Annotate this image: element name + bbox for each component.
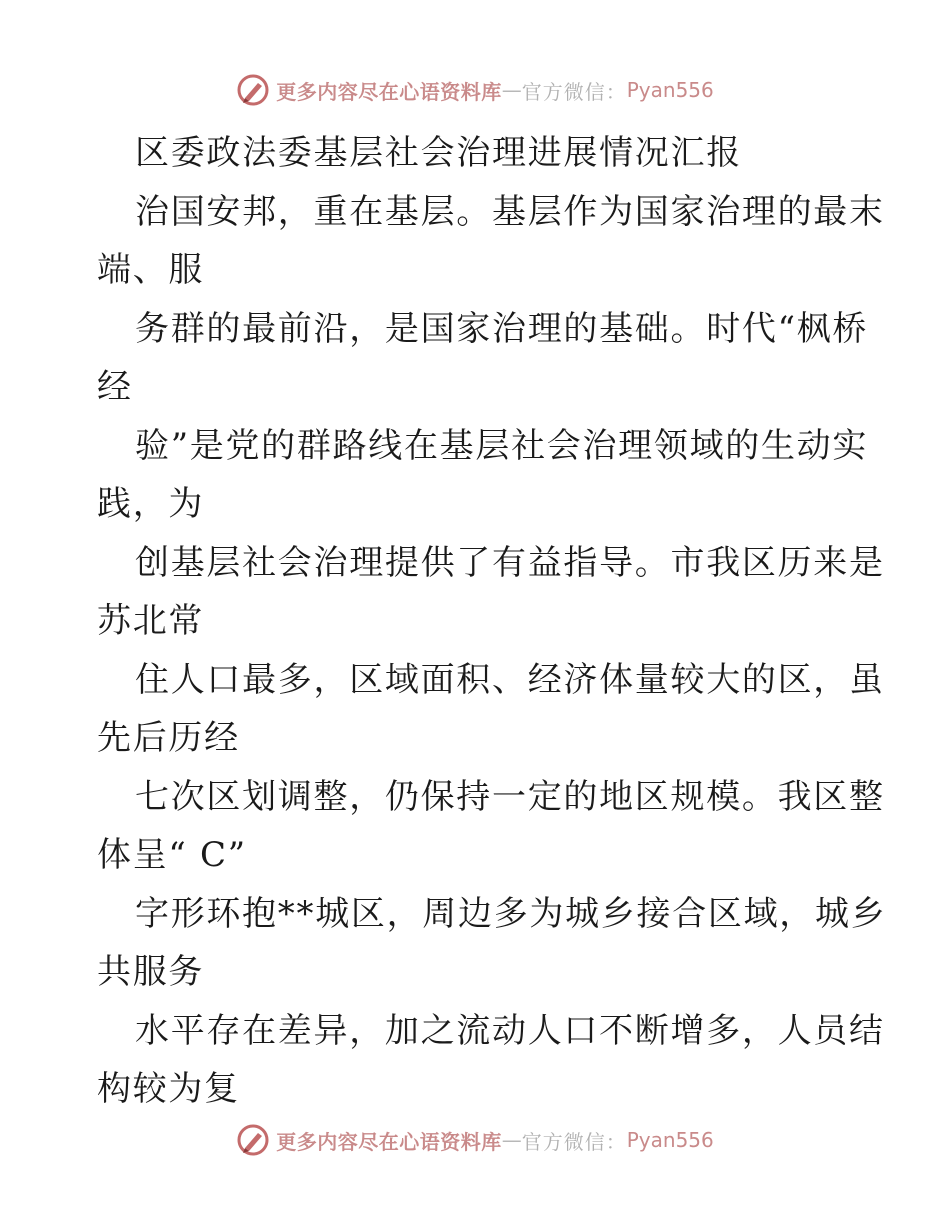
watermark-separator: — xyxy=(501,1128,522,1152)
watermark-sub-text: 官方微信： xyxy=(521,79,627,104)
watermark-main-text: 更多内容尽在心语资料库 xyxy=(276,79,502,104)
text-line: 验”是党的群路线在基层社会治理领域的生动实 xyxy=(135,425,869,466)
text-line: 端、服 xyxy=(97,250,205,290)
text-line: 区委政法委基层社会治理进展情况汇报 xyxy=(135,133,742,173)
watermark-separator: — xyxy=(501,78,522,102)
text-line: 七次区划调整，仍保持一定的地区规模。我区整 xyxy=(135,776,885,817)
pen-logo-icon xyxy=(236,73,270,107)
text-line: 共服务 xyxy=(97,952,205,992)
text-line: 苏北常 xyxy=(97,601,205,641)
text-line: 体呈“ C” xyxy=(97,835,247,875)
text-line: 践，为 xyxy=(97,484,205,524)
text-line: 务群的最前沿，是国家治理的基础。时代“枫桥 xyxy=(135,308,869,349)
footer-watermark xyxy=(0,1120,950,1160)
text-line: 先后历经 xyxy=(97,718,240,758)
watermark-wechat-id: Pyan556 xyxy=(626,78,714,102)
watermark-wechat-id: Pyan556 xyxy=(626,1128,714,1152)
watermark-sub-text: 官方微信： xyxy=(521,1129,627,1154)
pen-logo-icon xyxy=(236,1123,270,1157)
text-line: 创基层社会治理提供了有益指导。市我区历来是 xyxy=(135,542,885,583)
text-line: 经 xyxy=(97,367,133,407)
watermark-main-text: 更多内容尽在心语资料库 xyxy=(276,1129,502,1154)
text-line: 水平存在差异，加之流动人口不断增多，人员结 xyxy=(135,1010,885,1051)
text-line: 字形环抱**城区，周边多为城乡接合区域，城乡 xyxy=(135,893,887,934)
text-line: 住人口最多，区域面积、经济体量较大的区，虽 xyxy=(135,659,885,700)
header-watermark xyxy=(0,70,950,110)
text-line: 构较为复 xyxy=(97,1069,240,1109)
text-line: 治国安邦，重在基层。基层作为国家治理的最末 xyxy=(135,191,885,232)
document-body xyxy=(97,124,887,1119)
